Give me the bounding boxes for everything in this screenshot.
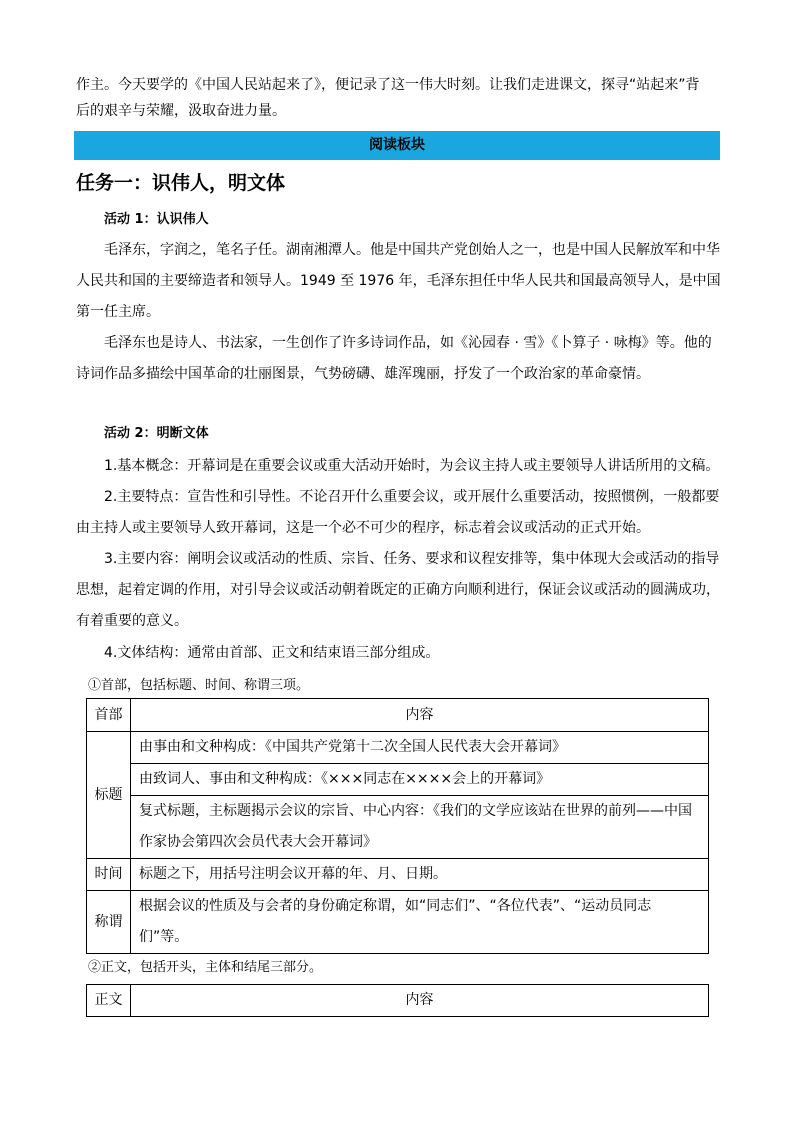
table-row [87,764,709,796]
reading-section-banner: 阅读板块 [74,131,720,160]
row-label-address: 称谓 [87,891,131,954]
table-cell: 标题之下，用括号注明会议开幕的年、月、日期。 [131,859,709,891]
table-row [87,985,709,1017]
row-label-title: 标题 [87,732,131,859]
activity1-title: 活动 1：认识伟人 [104,212,209,227]
table-row [87,732,709,764]
activity2-item2: 2.主要特点：宣告性和引导性。不论召开什么重要会议，或开展什么重要活动，按照惯例，一般都要由主持人或主要领导人致开幕词，这是一个必不可少的程序，标志着会议或活动的正式开始。 [76,489,720,536]
body-section-table [86,984,709,1017]
activity1-para1: 毛泽东，字润之，笔名子任。湖南湘潭人。他是中国共产党创始人之一，也是中国人民解放军和中华人民共和国的主要缔造者和领导人。1949 至 1976 年，毛泽东担任中华人民共和国最高领导人，是中国第一任主席。 [76,242,721,320]
table-header-cell: 内容 [131,985,709,1017]
table-row [87,859,709,891]
table-cell: 复式标题，主标题揭示会议的宗旨、中心内容：《我们的文学应该站在世界的前列——中国作家协会第四次会员代表大会开幕词》 [131,796,709,859]
note-header-section: ①首部，包括标题、时间、称谓三项。 [88,678,310,693]
table-header-cell: 内容 [131,699,709,732]
table-cell: 由致词人、事由和文种构成：《×××同志在××××会上的开幕词》 [131,764,709,796]
intro-line-1: 作主。今天要学的《中国人民站起来了》，便记录了这一伟大时刻。让我们走进课文，探寻“站起来”背 [76,77,700,93]
table-header-cell: 首部 [87,699,131,732]
header-section-table [86,698,709,954]
activity2-item3: 3.主要内容：阐明会议或活动的性质、宗旨、任务、要求和议程安排等，集中体现大会或活动的指导思想，起着定调的作用，对引导会议或活动朝着既定的正确方向顺利进行，保证会议或活动的圆满成功，有着重要的意义。 [76,551,720,629]
activity2-title: 活动 2：明断文体 [104,426,209,441]
intro-line-2: 后的艰辛与荣耀，汲取奋进力量。 [76,103,286,119]
row-label-time: 时间 [87,859,131,891]
table-header-cell: 正文 [87,985,131,1017]
table-row [87,699,709,732]
activity1-para2: 毛泽东也是诗人、书法家，一生创作了许多诗词作品，如《沁园春 · 雪》《卜算子 · 咏梅》等。他的诗词作品多描绘中国革命的壮丽图景，气势磅礴、雄浑瑰丽，抒发了一个政治家的革命豪情。 [76,335,712,382]
task1-title: 任务一：识伟人，明文体 [76,172,286,194]
activity2-item1: 1.基本概念：开幕词是在重要会议或重大活动开始时，为会议主持人或主要领导人讲话所用的文稿。 [104,458,720,474]
note-body-section: ②正文，包括开头，主体和结尾三部分。 [88,960,323,975]
table-row [87,796,709,859]
table-cell: 根据会议的性质及与会者的身份确定称谓，如“同志们”、“各位代表”、“运动员同志们”等。 [131,891,709,954]
activity2-item4: 4.文体结构：通常由首部、正文和结束语三部分组成。 [104,645,440,661]
table-row [87,891,709,954]
table-cell: 由事由和文种构成：《中国共产党第十二次全国人民代表大会开幕词》 [131,732,709,764]
